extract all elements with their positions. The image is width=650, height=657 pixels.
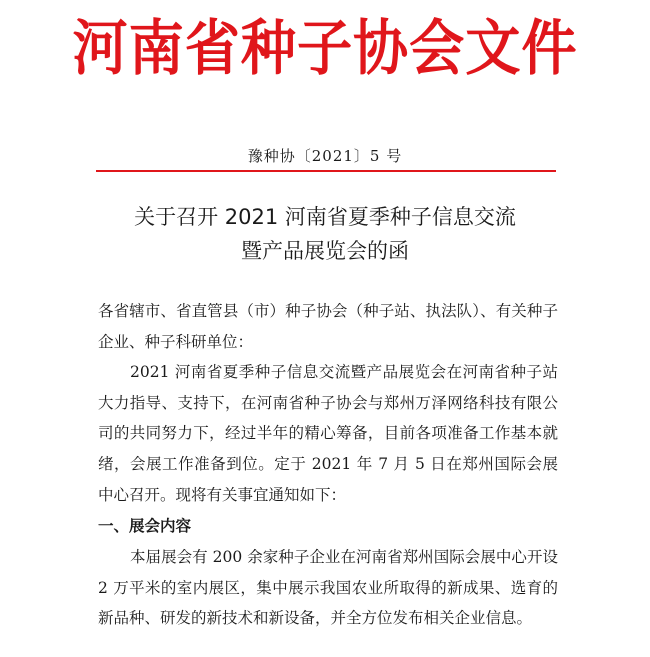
document-number: 豫种协〔2021〕5 号 [247, 147, 403, 165]
letter-title-line-1: 关于召开 2021 河南省夏季种子信息交流 [134, 205, 516, 229]
section-1-heading: 一、展会内容 [98, 517, 192, 535]
org-masthead-title: 河南省种子协会文件 [72, 14, 578, 84]
intro-paragraph: 2021 河南省夏季种子信息交流暨产品展览会在河南省种子站大力指导、支持下，在河南省种子协会与郑州万泽网络科技有限公司的共同努力下，经过半年的精心筹备，目前各项准备工作基本就绪，会展工作准备到位。定于 2021 年 7 月 5 日在郑州国际会展中心召开。现将有关事宜通知如下： [98, 363, 558, 504]
salutation-paragraph: 各省辖市、省直管县（市）种子协会（种子站、执法队）、有关种子企业、种子科研单位： [98, 302, 558, 351]
letter-title-line-2: 暨产品展览会的函 [241, 239, 409, 263]
red-divider-line [96, 170, 556, 172]
section-1-paragraph: 本届展会有 200 余家种子企业在河南省郑州国际会展中心开设 2 万平米的室内展区，集中展示我国农业所取得的新成果、选育的新品种、研发的新技术和新设备，并全方位发布相关企业信息。 [98, 548, 558, 628]
